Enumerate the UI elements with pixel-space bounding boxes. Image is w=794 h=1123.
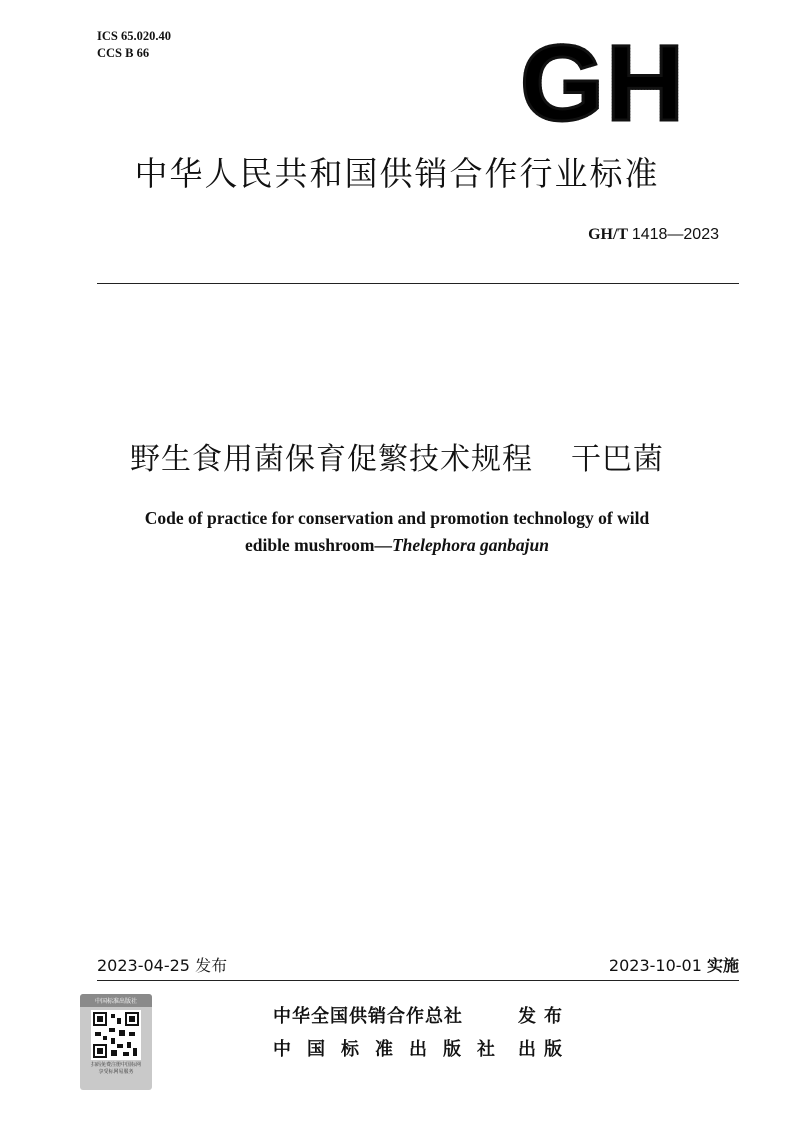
standard-number-value: 1418—2023 [631,226,719,243]
classification-codes [97,28,171,62]
document-title-en-line2 [0,532,794,559]
gh-logo: GH [520,22,686,143]
publisher-press [273,1035,570,1061]
qr-badge-caption [80,1062,152,1076]
issue-date-value: 2023-04-25 [97,956,190,975]
document-title-zh-main: 野生食用菌保育促繁技术规程 [130,442,533,477]
qr-caption-line2: 享受标网易服务 [98,1069,134,1075]
publisher-issuer-role: 发布 [518,1006,570,1027]
implementation-date [609,953,739,976]
publisher-press-role: 出版 [518,1039,570,1060]
qr-code-icon[interactable] [91,1010,141,1060]
ics-code: ICS 65.020.40 [97,29,171,43]
qr-caption-line1: 扫码免费注册中国标网 [90,1062,141,1068]
implementation-date-label: 实施 [706,956,739,975]
qr-badge[interactable] [80,994,152,1090]
bottom-divider [97,980,739,981]
standard-number-prefix: GH/T [588,226,628,243]
document-title-zh [0,434,794,478]
standard-category-title: 中华人民共和国供销合作行业标准 [134,154,660,193]
issue-date-label: 发布 [195,956,228,975]
implementation-date-value: 2023-10-01 [608,956,702,975]
document-title-en-prefix: edible mushroom— [244,535,392,555]
document-title-en-species: Thelephora ganbajun [391,535,550,555]
top-divider [97,283,739,284]
publisher-issuer [273,1002,570,1028]
qr-badge-header: 中国标准出版社 [80,994,152,1007]
document-title-en-line1: Code of practice for conservation and promotion technology of wild [144,508,650,528]
issue-date [97,953,227,976]
document-title-zh-sub: 干巴菌 [571,442,664,477]
publisher-press-name: 中国标准出版社 [273,1039,511,1060]
standard-number [588,226,719,244]
publisher-issuer-name: 中华全国供销合作总社 [273,1006,463,1027]
document-title-en [0,505,794,559]
ccs-code: CCS B 66 [97,46,150,60]
